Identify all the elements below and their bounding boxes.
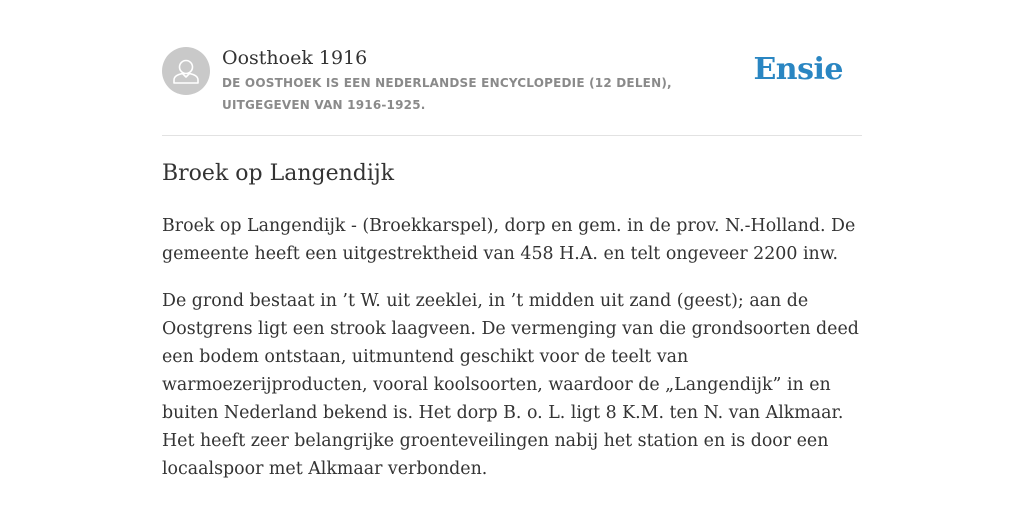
header-divider xyxy=(162,135,862,136)
article-body xyxy=(162,212,862,502)
article-title: Broek op Langendijk xyxy=(162,161,395,186)
ensie-logo[interactable]: Ensie xyxy=(753,52,843,87)
article-paragraph: De grond bestaat in ’t W. uit zeeklei, in ’t midden uit zand (geest); aan de Oostgrens ligt een strook laagveen. De vermenging van die grondsoorten deed een bodem ontstaan, uitmuntend geschikt voor de teelt van warmoezerijproducten, vooral koolsoorten, waardoor de „Langendijk” in en buiten Nederland bekend is. Het dorp B. o. L. ligt 8 K.M. ten N. van Alkmaar. Het heeft zeer belangrijke groenteveilingen nabij het station en is door een locaalspoor met Alkmaar verbonden. xyxy=(162,291,859,479)
source-header xyxy=(162,44,862,134)
source-title[interactable]: Oosthoek 1916 xyxy=(222,47,368,69)
source-description: DE OOSTHOEK IS EEN NEDERLANDSE ENCYCLOPEDIE (12 DELEN), UITGEGEVEN VAN 1916-1925. xyxy=(222,76,672,112)
article-paragraph: Broek op Langendijk - (Broekkarspel), dorp en gem. in de prov. N.-Holland. De gemeente heeft een uitgestrektheid van 458 H.A. en telt ongeveer 2200 inw. xyxy=(162,216,856,264)
user-placeholder-icon xyxy=(162,47,210,95)
